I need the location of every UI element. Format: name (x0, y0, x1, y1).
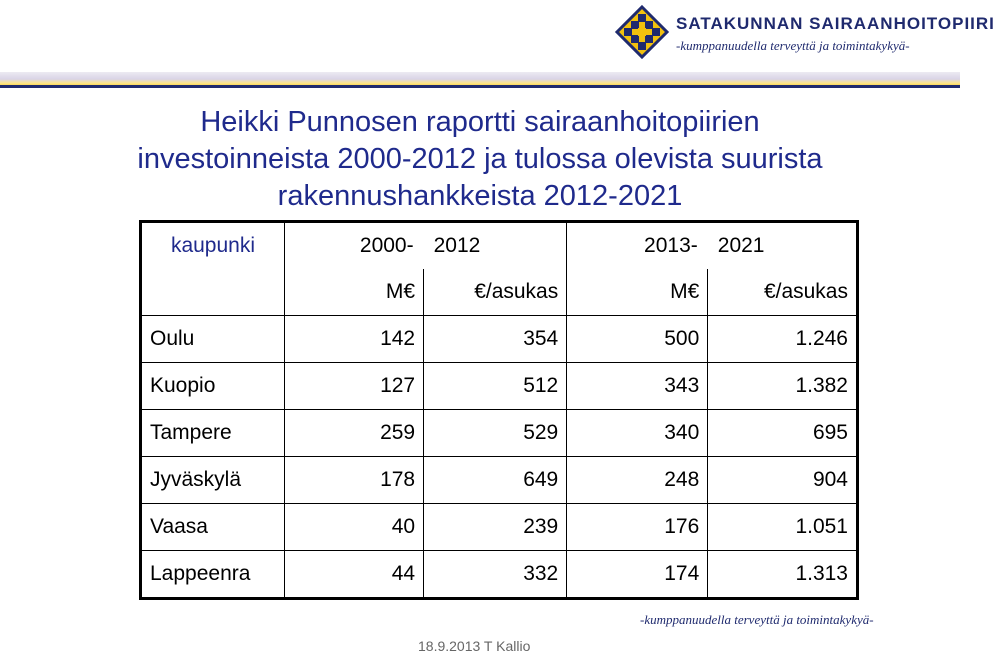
page-title (40, 104, 920, 215)
hospital-district-logo-icon (616, 6, 668, 58)
value-cell: 1.051 (708, 504, 858, 551)
unit-cell: €/asukas (424, 269, 567, 316)
value-cell: 1.382 (708, 363, 858, 410)
investment-table (139, 220, 859, 600)
table-row (141, 363, 858, 410)
value-cell: 259 (284, 410, 423, 457)
city-cell: Kuopio (141, 363, 285, 410)
value-cell: 904 (708, 457, 858, 504)
value-cell: 529 (424, 410, 567, 457)
unit-cell: M€ (567, 269, 708, 316)
title-line-3: rakennushankkeista 2012-2021 (277, 180, 683, 212)
header-period2-start: 2013- (644, 234, 698, 257)
header-city: kaupunki (141, 222, 285, 270)
value-cell: 500 (567, 316, 708, 363)
table-header-row (141, 222, 858, 270)
header-period1-start: 2000- (359, 234, 414, 257)
value-cell: 176 (567, 504, 708, 551)
table-row (141, 457, 858, 504)
city-cell: Vaasa (141, 504, 285, 551)
value-cell: 40 (284, 504, 423, 551)
value-cell: 332 (424, 551, 567, 599)
value-cell: 343 (567, 363, 708, 410)
value-cell: 340 (567, 410, 708, 457)
city-cell: Jyväskylä (141, 457, 285, 504)
organization-name: SATAKUNNAN SAIRAANHOITOPIIRI (676, 14, 995, 33)
table-row (141, 504, 858, 551)
unit-cell: M€ (284, 269, 423, 316)
header-period1-end: 2012 (424, 222, 567, 270)
table-units-row (141, 269, 858, 316)
unit-cell: €/asukas (763, 280, 848, 303)
table-row (141, 410, 858, 457)
value-cell: 142 (284, 316, 423, 363)
header-period2-end: 2021 (717, 234, 765, 257)
value-cell: 512 (424, 363, 567, 410)
organization-tagline: -kumppanuudella terveyttä ja toimintakykyä- (676, 38, 910, 53)
title-line-2: investoinneista 2000-2012 ja tulossa olevista suurista (137, 143, 823, 175)
value-cell: 174 (567, 551, 708, 599)
footer-date: 18.9.2013 T Kallio (418, 638, 531, 654)
table-row (141, 551, 858, 599)
city-cell: Lappeenra (141, 551, 285, 599)
city-cell: Oulu (141, 316, 285, 363)
table-row (141, 316, 858, 363)
value-cell: 44 (284, 551, 423, 599)
value-cell: 649 (424, 457, 567, 504)
header-divider-band (0, 72, 960, 88)
value-cell: 695 (708, 410, 858, 457)
value-cell: 248 (567, 457, 708, 504)
value-cell: 178 (284, 457, 423, 504)
footer-tagline: -kumppanuudella terveyttä ja toimintakykyä- (640, 612, 874, 627)
units-empty-cell (141, 269, 285, 316)
value-cell: 1.313 (708, 551, 858, 599)
title-line-1: Heikki Punnosen raportti sairaanhoitopiirien (200, 106, 760, 138)
city-cell: Tampere (141, 410, 285, 457)
value-cell: 1.246 (708, 316, 858, 363)
value-cell: 354 (424, 316, 567, 363)
value-cell: 239 (424, 504, 567, 551)
value-cell: 127 (284, 363, 423, 410)
